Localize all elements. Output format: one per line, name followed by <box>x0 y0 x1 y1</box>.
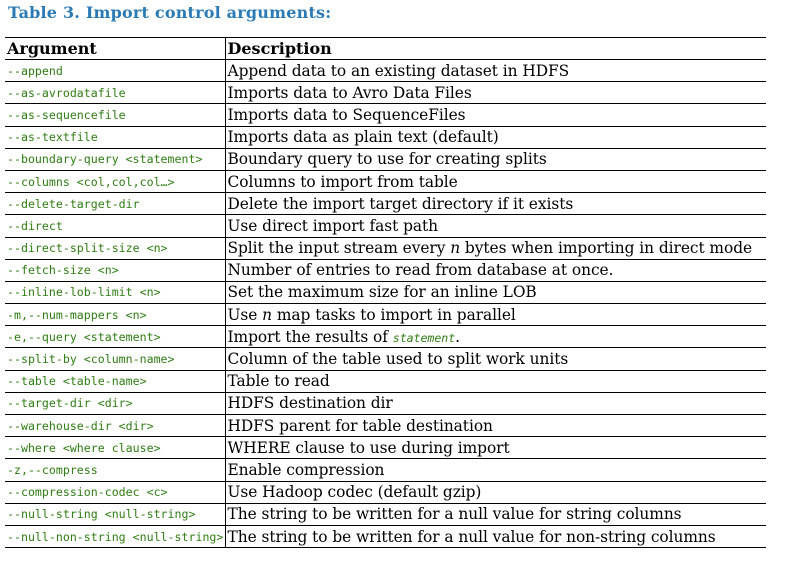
description-emphasis: n <box>262 305 273 324</box>
description-cell: HDFS parent for table destination <box>227 416 493 435</box>
table-row <box>5 126 766 148</box>
table-row <box>5 481 766 503</box>
table-row <box>5 525 766 547</box>
table-row <box>5 82 766 104</box>
description-cell: Use direct import fast path <box>227 216 438 235</box>
description-cell: Columns to import from table <box>227 172 458 191</box>
table-row <box>5 215 766 237</box>
argument-cell: --inline-lob-limit <n> <box>5 281 225 303</box>
table-row <box>5 459 766 481</box>
argument-cell: --append <box>5 60 225 82</box>
description-text: Import the results of <box>227 327 393 346</box>
table-row <box>5 60 766 82</box>
argument-cell: -m,--num-mappers <n> <box>5 304 225 326</box>
table-row <box>5 370 766 392</box>
argument-cell: --where <where clause> <box>5 437 225 459</box>
description-cell: Imports data as plain text (default) <box>227 128 499 147</box>
description-text: . <box>455 327 460 346</box>
argument-cell: --columns <col,col,col…> <box>5 170 225 192</box>
table-row <box>5 148 766 170</box>
argument-column-header: Argument <box>5 38 225 60</box>
table-caption: Table 3. Import control arguments: <box>8 3 332 22</box>
argument-cell: --target-dir <dir> <box>5 392 225 414</box>
import-arguments-table <box>5 37 766 548</box>
table-row <box>5 193 766 215</box>
table-row <box>5 392 766 414</box>
argument-cell: --delete-target-dir <box>5 193 225 215</box>
description-text: bytes when importing in direct mode <box>460 239 753 258</box>
argument-cell: --null-non-string <null-string> <box>5 525 225 547</box>
description-emphasis: n <box>450 239 461 258</box>
argument-cell: --table <table-name> <box>5 370 225 392</box>
argument-cell: --null-string <null-string> <box>5 503 225 525</box>
description-column-header: Description <box>227 39 332 58</box>
description-text: map tasks to import in parallel <box>272 305 516 324</box>
description-cell: Imports data to SequenceFiles <box>227 105 466 124</box>
description-cell: The string to be written for a null value for string columns <box>227 505 682 524</box>
description-inline-code: statement <box>392 330 456 345</box>
argument-cell: --compression-codec <c> <box>5 481 225 503</box>
description-cell <box>225 326 766 348</box>
argument-cell: --fetch-size <n> <box>5 259 225 281</box>
description-cell: Number of entries to read from database at once. <box>227 261 614 280</box>
table-row <box>5 304 766 326</box>
table-row <box>5 281 766 303</box>
description-cell: Set the maximum size for an inline LOB <box>227 283 537 302</box>
description-text: Split the input stream every <box>227 239 451 258</box>
argument-cell: --direct-split-size <n> <box>5 237 225 259</box>
description-cell: Column of the table used to split work units <box>227 350 569 369</box>
description-cell: Use Hadoop codec (default gzip) <box>227 483 482 502</box>
description-cell <box>225 304 766 326</box>
table-row <box>5 170 766 192</box>
table-row <box>5 415 766 437</box>
argument-cell: -e,--query <statement> <box>5 326 225 348</box>
description-cell <box>225 237 766 259</box>
description-cell: The string to be written for a null value for non-string columns <box>227 527 716 546</box>
argument-cell: --direct <box>5 215 225 237</box>
table-header-row <box>5 38 766 60</box>
description-cell: WHERE clause to use during import <box>227 438 510 457</box>
table-row <box>5 348 766 370</box>
argument-cell: --boundary-query <statement> <box>5 148 225 170</box>
argument-cell: --as-sequencefile <box>5 104 225 126</box>
argument-cell: --warehouse-dir <dir> <box>5 415 225 437</box>
table-row <box>5 237 766 259</box>
table-row <box>5 503 766 525</box>
description-cell: HDFS destination dir <box>227 394 393 413</box>
description-cell: Delete the import target directory if it exists <box>227 194 574 213</box>
argument-cell: --as-textfile <box>5 126 225 148</box>
description-cell: Imports data to Avro Data Files <box>227 83 472 102</box>
description-cell: Boundary query to use for creating splits <box>227 150 547 169</box>
argument-cell: -z,--compress <box>5 459 225 481</box>
table-row <box>5 326 766 348</box>
description-text: Use <box>227 305 263 324</box>
argument-cell: --split-by <column-name> <box>5 348 225 370</box>
description-cell: Enable compression <box>227 460 385 479</box>
table-row <box>5 104 766 126</box>
table-row <box>5 437 766 459</box>
description-cell: Table to read <box>227 372 330 391</box>
description-cell: Append data to an existing dataset in HDFS <box>227 61 570 80</box>
table-row <box>5 259 766 281</box>
argument-cell: --as-avrodatafile <box>5 82 225 104</box>
